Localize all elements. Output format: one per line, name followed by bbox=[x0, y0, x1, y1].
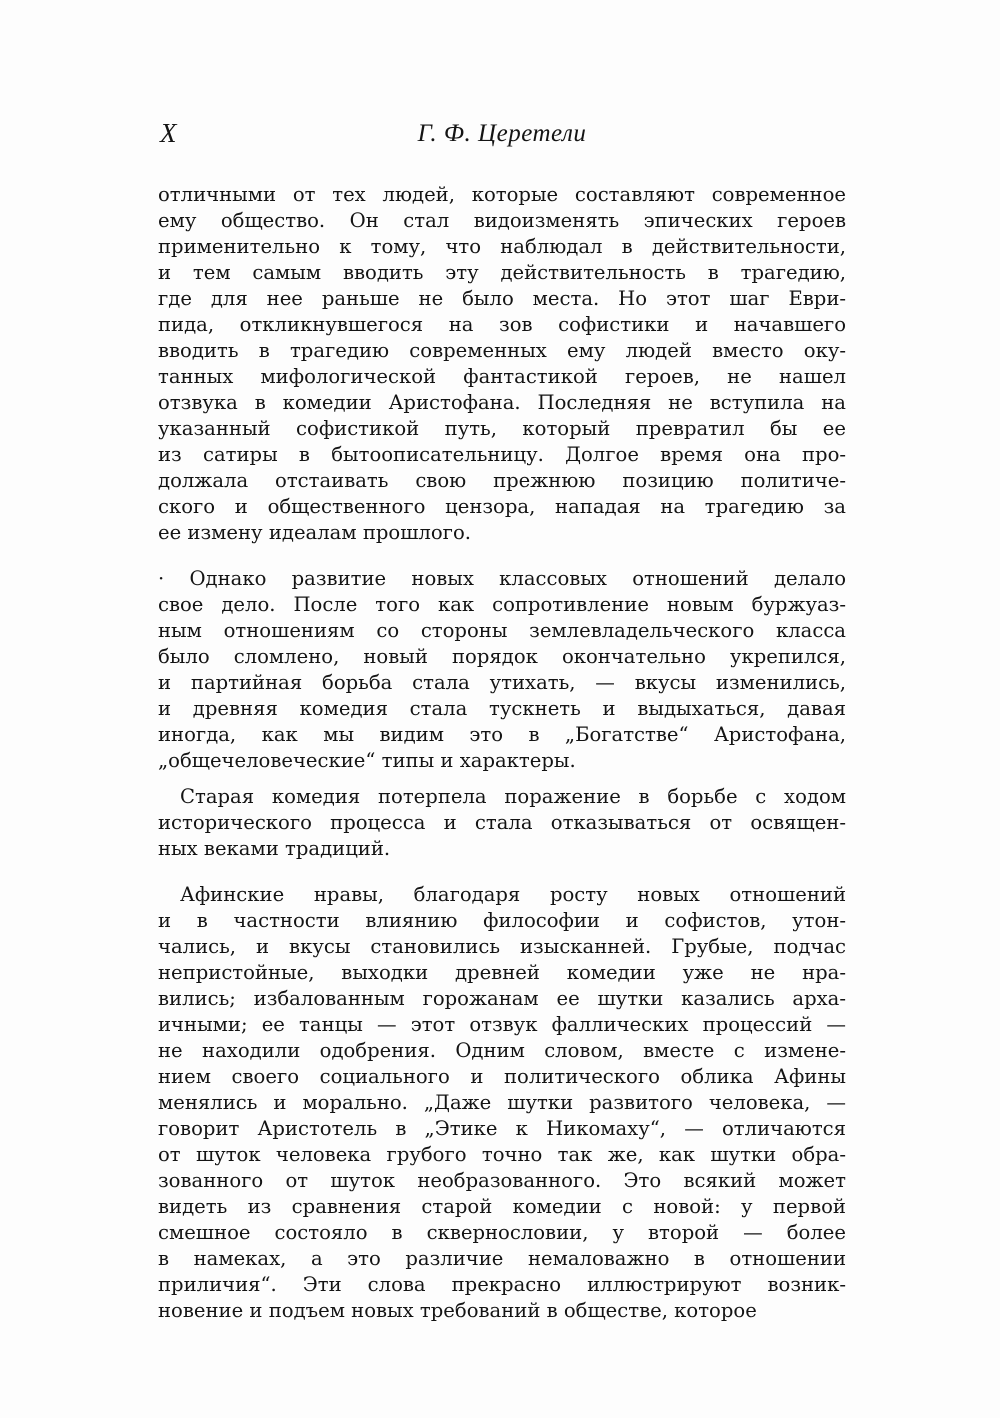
text-line: свое дело. После того как сопротивление новым буржуаз- bbox=[158, 593, 846, 616]
text-line: было сломлено, новый порядок окончательно укрепился, bbox=[158, 645, 846, 668]
text-line: вводить в трагедию современных ему людей вместо оку- bbox=[158, 339, 846, 362]
text-line: зованного от шуток необразованного. Это всякий может bbox=[158, 1169, 846, 1192]
text-line: от шуток человека грубого точно так же, как шутки обра- bbox=[158, 1143, 846, 1166]
page-number: X bbox=[160, 118, 177, 148]
page-header bbox=[158, 118, 846, 158]
text-line: „общечеловеческие“ типы и характеры. bbox=[158, 749, 576, 772]
text-line: смешное состояло в сквернословии, у второй — более bbox=[158, 1221, 846, 1244]
text-line: исторического процесса и стала отказываться от освящен- bbox=[158, 811, 846, 834]
text-line: должала отстаивать свою прежнюю позицию политиче- bbox=[158, 469, 846, 492]
text-line: чались, и вкусы становились изысканней. Грубые, подчас bbox=[158, 935, 846, 958]
text-line: указанный софистикой путь, который превратил бы ее bbox=[158, 417, 846, 440]
text-line: и древняя комедия стала тускнеть и выдыхаться, давая bbox=[158, 697, 846, 720]
text-line: говорит Аристотель в „Этике к Никомаху“, — отличаются bbox=[158, 1117, 846, 1140]
text-line: ных веками традиций. bbox=[158, 837, 391, 860]
text-line: нием своего социального и политического облика Афины bbox=[158, 1065, 846, 1088]
text-line: пида, откликнувшегося на зов софистики и начавшего bbox=[158, 313, 846, 336]
text-line: и тем самым вводить эту действительность в трагедию, bbox=[158, 261, 846, 284]
text-line: не находили одобрения. Одним словом, вместе с измене- bbox=[158, 1039, 846, 1062]
running-title: Г. Ф. Церетели bbox=[417, 120, 587, 147]
text-line: ее измену идеалам прошлого. bbox=[158, 521, 471, 544]
text-line: иногда, как мы видим это в „Богатстве“ Аристофана, bbox=[158, 723, 846, 746]
text-line: видеть из сравнения старой комедии с новой: у первой bbox=[158, 1195, 846, 1218]
text-line: отличными от тех людей, которые составляют современное bbox=[158, 183, 846, 206]
text-line: где для нее раньше не было места. Но этот шаг Еври- bbox=[158, 287, 846, 310]
text-line: применительно к тому, что наблюдал в действительности, bbox=[158, 235, 846, 258]
text-line: ным отношениям со стороны землевладельческого класса bbox=[158, 619, 846, 642]
text-line: танных мифологической фантастикой героев, не нашел bbox=[158, 365, 846, 388]
text-line: ского и общественного цензора, нападая на трагедию за bbox=[158, 495, 846, 518]
text-line: приличия“. Эти слова прекрасно иллюстрируют возник- bbox=[158, 1273, 846, 1296]
page-body bbox=[158, 182, 846, 1334]
text-line: Старая комедия потерпела поражение в борьбе с ходом bbox=[180, 785, 846, 808]
paragraph bbox=[158, 182, 846, 546]
text-line: из сатиры в бытоописательницу. Долгое время она про- bbox=[158, 443, 846, 466]
text-line: и партийная борьба стала утихать, — вкусы изменились, bbox=[158, 671, 846, 694]
text-line: новение и подъем новых требований в обществе, которое bbox=[158, 1299, 757, 1322]
text-line: и в частности влиянию философии и софистов, утон- bbox=[158, 909, 846, 932]
text-line: вились; избалованным горожанам ее шутки казались арха- bbox=[158, 987, 846, 1010]
paragraph bbox=[158, 566, 846, 774]
text-line: непристойные, выходки древней комедии уже не нра- bbox=[158, 961, 846, 984]
text-line: ему общество. Он стал видоизменять эпических героев bbox=[158, 209, 846, 232]
text-line: Афинские нравы, благодаря росту новых отношений bbox=[180, 883, 846, 906]
text-line: в намеках, а это различие немаловажно в отношении bbox=[158, 1247, 846, 1270]
text-line: · Однако развитие новых классовых отношений делало bbox=[158, 567, 846, 590]
paragraph bbox=[158, 784, 846, 862]
text-line: менялись и морально. „Даже шутки развитого человека, — bbox=[158, 1091, 846, 1114]
text-line: ичными; ее танцы — этот отзвук фаллических процессий — bbox=[158, 1013, 846, 1036]
text-line: отзвука в комедии Аристофана. Последняя не вступила на bbox=[158, 391, 846, 414]
paragraph bbox=[158, 882, 846, 1324]
